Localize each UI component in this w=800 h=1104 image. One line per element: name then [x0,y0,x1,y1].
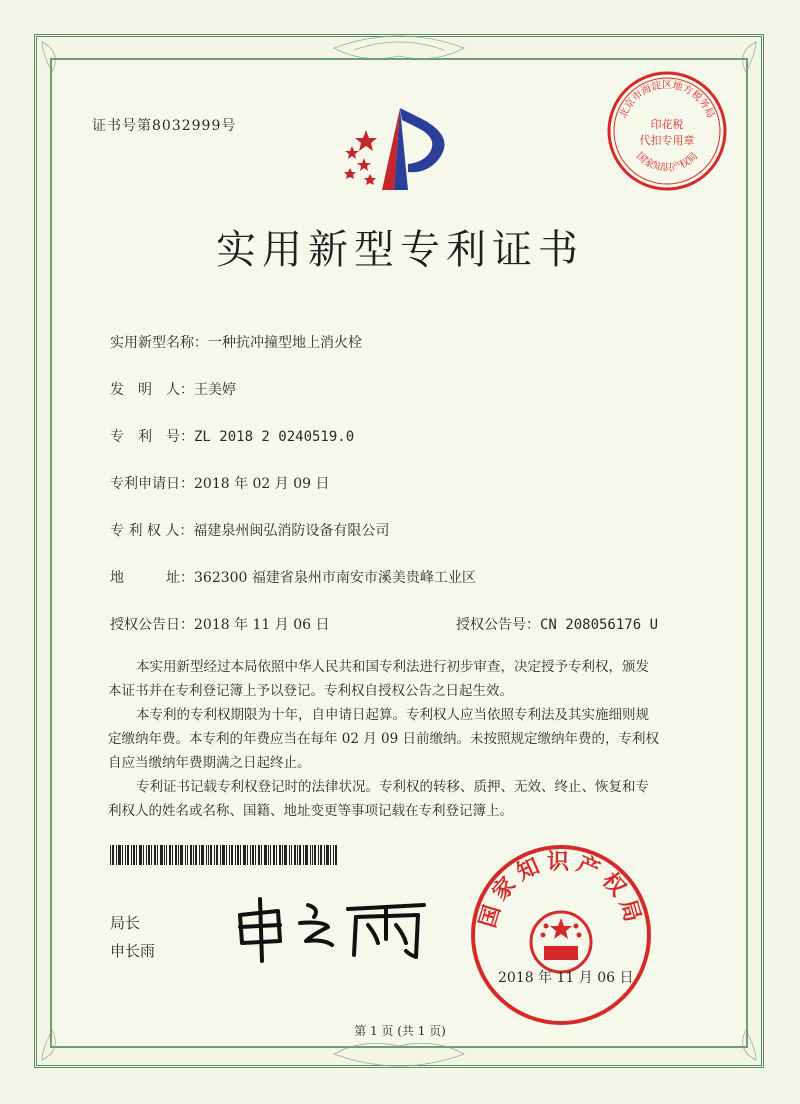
field-value: CN 208056176 U [540,617,659,633]
barcode-bar [222,845,225,865]
field-address [110,567,476,587]
barcode-bar [235,845,236,865]
field-label: 发 明 人： [110,382,194,398]
field-label: 专 利 号： [110,429,194,445]
cnipa-logo [338,100,462,196]
barcode-bar [273,845,275,865]
text-line: 本实用新型经过本局依照中华人民共和国专利法进行初步审查，决定授予专利权，颁发 [136,659,649,675]
certificate-number: 证书号第8032999号 [92,118,237,134]
barcode-bar [190,845,192,865]
barcode-bar [166,845,167,865]
barcode-bar [185,845,186,865]
barcode-bar [157,845,158,865]
barcode-bar [299,845,301,865]
barcode-bar [146,845,147,865]
barcode-bar [133,845,135,865]
barcode-bar [216,845,218,865]
certificate-title: 实用新型专利证书 [216,227,584,273]
text-line: 专利证书记载专利权登记时的法律状况。专利权的转移、质押、无效、终止、恢复和专 [136,779,649,795]
barcode-bar [258,845,260,865]
svg-text:代扣专用章: 代扣专用章 [639,134,695,147]
barcode-bar [116,845,117,865]
barcode-bar [178,845,179,865]
cnipa-official-seal [468,842,654,1028]
barcode-bar [226,845,227,865]
field-label: 专利申请日： [110,476,194,492]
barcode-bar [270,845,271,865]
barcode-bar [148,845,150,865]
barcode-bar [206,845,207,865]
field-grant-date [110,614,330,634]
barcode-bar [127,845,129,865]
field-value: ZL 2018 2 0240519.0 [194,429,355,445]
barcode-bar [282,845,283,865]
barcode-bar [330,845,331,865]
barcode-bar [312,845,313,865]
field-label: 授权公告日： [110,617,194,633]
barcode-bar [291,845,292,865]
barcode-bar [305,845,308,865]
barcode-bar [214,845,215,865]
barcode-bar [289,845,290,865]
field-grant-number [456,614,658,634]
svg-text:国家知识产权局: 国家知识产权局 [633,150,701,174]
barcode-bar [193,845,194,865]
barcode-bar [195,845,197,865]
barcode [110,845,340,865]
handwritten-signature [228,895,438,965]
barcode-bar [112,845,114,865]
barcode-bar [320,845,322,865]
page-number: 第 1 页 (共 1 页) [354,1024,446,1038]
barcode-bar [264,845,267,865]
barcode-bar [237,845,239,865]
national-emblem-icon [531,912,591,972]
field-label: 地 址： [110,570,194,586]
barcode-bar [201,845,204,865]
barcode-bar [136,845,137,865]
field-value: 362300 福建省泉州市南安市溪美贵峰工业区 [194,570,476,586]
barcode-bar [276,845,277,865]
barcode-bar [261,845,262,865]
barcode-bar [172,845,173,865]
barcode-bar [154,845,156,865]
barcode-bar [199,845,200,865]
barcode-bar [294,845,296,865]
tax-stamp-seal [604,68,730,194]
barcode-bar [164,845,165,865]
text-line: 本专利的专利权期限为十年，自申请日起算。专利权人应当依照专利法及其实施细则规 [136,707,649,723]
text-line: 利权人的姓名或名称、国籍、地址变更等事项记载在专利登记簿上。 [108,803,513,819]
text-line: 本证书并在专利登记簿上予以登记。专利权自授权公告之日起生效。 [108,683,513,699]
field-label: 专 利 权 人： [110,523,194,539]
barcode-bar [118,845,121,865]
barcode-bar [252,845,254,865]
svg-text:国家知识产权局: 国家知识产权局 [475,849,647,931]
barcode-bar [110,845,111,865]
paragraph-legal-status [108,775,708,823]
field-value: 2018 年 02 月 09 日 [194,476,330,492]
svg-text:印花税: 印花税 [650,118,684,131]
barcode-bar [279,845,281,865]
barcode-bar [297,845,298,865]
barcode-bar [324,845,325,865]
barcode-bar [326,845,329,865]
barcode-bar [175,845,177,865]
chief-name: 申长雨 [110,942,156,960]
barcode-bar [335,845,337,865]
field-value: 福建泉州闽弘消防设备有限公司 [193,523,390,539]
barcode-bar [220,845,221,865]
text-line: 自应当缴纳年费期满之日起终止。 [108,755,311,771]
barcode-bar [284,845,287,865]
field-utility-model-name [110,332,362,352]
barcode-bar [255,845,256,865]
barcode-bar [243,845,246,865]
paragraph-grant [108,655,708,703]
barcode-bar [125,845,126,865]
chief-title: 局长 [110,914,141,932]
field-value: 2018 年 11 月 06 日 [194,617,330,633]
barcode-bar [210,845,212,865]
field-value: 王美婷 [194,382,236,398]
paragraph-term [108,703,708,775]
field-filing-date [110,473,330,493]
barcode-bar [250,845,251,865]
barcode-bar [151,845,152,865]
barcode-bar [333,845,334,865]
field-patentee [110,520,389,540]
seal-date: 2018 年 11 月 06 日 [498,970,634,986]
barcode-bar [229,845,230,865]
barcode-bar [247,845,248,865]
barcode-bar [143,845,144,865]
svg-text:北京市海淀区地方税务局: 北京市海淀区地方税务局 [618,80,716,120]
barcode-bar [240,845,241,865]
barcode-bar [303,845,304,865]
barcode-bar [180,845,183,865]
field-inventor [110,379,236,399]
barcode-bar [122,845,123,865]
field-label: 实用新型名称： [110,335,208,351]
barcode-bar [314,845,316,865]
barcode-bar [310,845,311,865]
barcode-bar [131,845,132,865]
barcode-bar [208,845,209,865]
field-label: 授权公告号： [456,617,540,633]
barcode-bar [187,845,188,865]
barcode-bar [268,845,269,865]
barcode-bar [169,845,171,865]
field-value: 一种抗冲撞型地上消火栓 [208,335,362,351]
field-patent-number [110,426,354,446]
text-line: 定缴纳年费。本专利的年费应当在每年 02 月 09 日前缴纳。未按照规定缴纳年费的，专利权 [108,731,660,747]
barcode-bar [160,845,163,865]
barcode-bar [318,845,319,865]
barcode-bar [231,845,233,865]
barcode-bar [139,845,142,865]
